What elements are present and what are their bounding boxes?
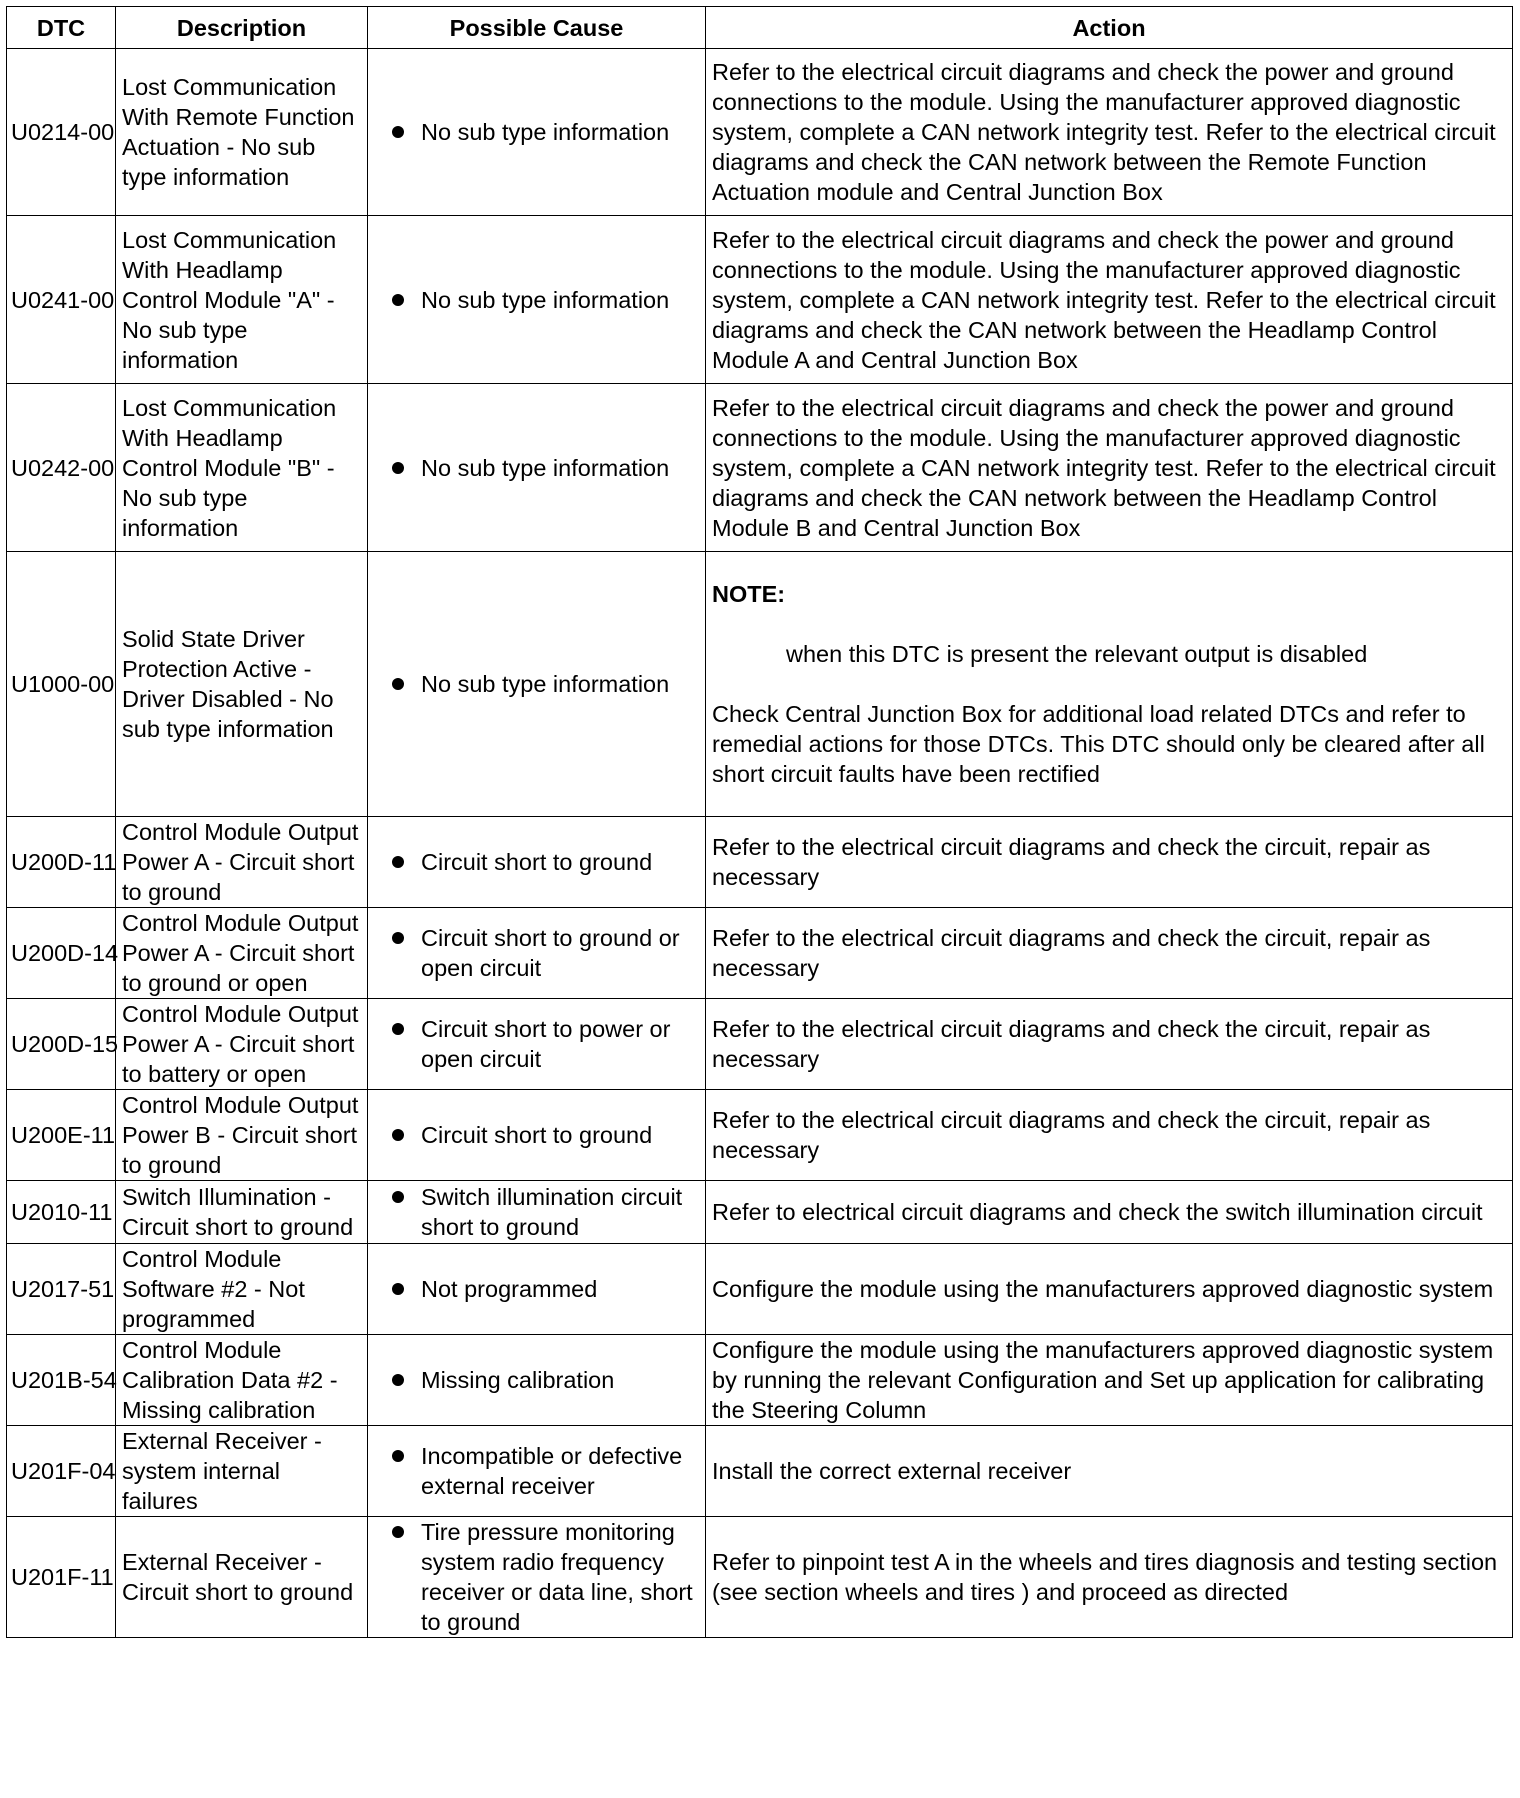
action-text: Refer to the electrical circuit diagrams and check the power and ground connections to the module. Using the manufacturer approved diagnostic system, complete a CAN network integrity test. Refer to the electrical circuit diagrams and check the CAN network between the Headlamp Control Module A and Central Junction Box xyxy=(706,216,1513,384)
possible-cause-item: Missing calibration xyxy=(388,1365,697,1395)
dtc-description: Solid State Driver Protection Active - Driver Disabled - No sub type information xyxy=(116,552,368,817)
possible-cause-item: Circuit short to ground xyxy=(388,1120,697,1150)
dtc-description: Control Module Software #2 - Not programmed xyxy=(116,1244,368,1335)
dtc-code: U0242-00 xyxy=(7,384,116,552)
dtc-code: U2017-51 xyxy=(7,1244,116,1335)
header-dtc: DTC xyxy=(7,7,116,49)
possible-cause-item: Circuit short to power or open circuit xyxy=(388,1014,697,1074)
possible-cause-cell xyxy=(368,1517,706,1638)
possible-cause-cell xyxy=(368,817,706,908)
possible-cause-item: No sub type information xyxy=(388,453,697,483)
dtc-description: Lost Communication With Headlamp Control Module "A" - No sub type information xyxy=(116,216,368,384)
dtc-description: Control Module Output Power A - Circuit short to ground xyxy=(116,817,368,908)
dtc-description: Lost Communication With Headlamp Control Module "B" - No sub type information xyxy=(116,384,368,552)
possible-cause-item: No sub type information xyxy=(388,285,697,315)
action-text: Refer to pinpoint test A in the wheels and tires diagnosis and testing section (see section wheels and tires ) and proceed as directed xyxy=(706,1517,1513,1638)
table-row xyxy=(7,552,1513,817)
possible-cause-cell xyxy=(368,1335,706,1426)
dtc-description: Lost Communication With Remote Function Actuation - No sub type information xyxy=(116,49,368,216)
table-row xyxy=(7,1181,1513,1244)
action-text: Refer to the electrical circuit diagrams and check the circuit, repair as necessary xyxy=(706,908,1513,999)
note-text: when this DTC is present the relevant output is disabled xyxy=(786,641,1368,667)
dtc-code: U2010-11 xyxy=(7,1181,116,1244)
header-row xyxy=(7,7,1513,49)
note-label: NOTE: xyxy=(712,581,786,607)
possible-cause-item: Circuit short to ground xyxy=(388,847,697,877)
possible-cause-cell xyxy=(368,49,706,216)
action-text: Refer to the electrical circuit diagrams and check the circuit, repair as necessary xyxy=(706,999,1513,1090)
dtc-description: Control Module Output Power A - Circuit short to ground or open xyxy=(116,908,368,999)
dtc-code: U201F-11 xyxy=(7,1517,116,1638)
possible-cause-item: No sub type information xyxy=(388,669,697,699)
dtc-code: U200E-11 xyxy=(7,1090,116,1181)
dtc-description: External Receiver - Circuit short to ground xyxy=(116,1517,368,1638)
possible-cause-item: Tire pressure monitoring system radio frequency receiver or data line, short to ground xyxy=(388,1517,697,1637)
action-text: Refer to the electrical circuit diagrams and check the circuit, repair as necessary xyxy=(706,817,1513,908)
table-row xyxy=(7,999,1513,1090)
table-row xyxy=(7,216,1513,384)
possible-cause-item: Switch illumination circuit short to ground xyxy=(388,1182,697,1242)
header-action: Action xyxy=(706,7,1513,49)
action-text: Configure the module using the manufacturers approved diagnostic system by running the relevant Configuration and Set up application for calibrating the Steering Column xyxy=(706,1335,1513,1426)
dtc-description: Switch Illumination - Circuit short to ground xyxy=(116,1181,368,1244)
dtc-description: Control Module Output Power A - Circuit short to battery or open xyxy=(116,999,368,1090)
possible-cause-cell xyxy=(368,999,706,1090)
action-text: Check Central Junction Box for additional load related DTCs and refer to remedial actions for those DTCs. This DTC should only be cleared after all short circuit faults have been rectified xyxy=(712,701,1485,787)
possible-cause-cell xyxy=(368,216,706,384)
dtc-code: U0241-00 xyxy=(7,216,116,384)
possible-cause-cell xyxy=(368,908,706,999)
possible-cause-item: Incompatible or defective external receiver xyxy=(388,1441,697,1501)
dtc-code: U200D-14 xyxy=(7,908,116,999)
dtc-code: U200D-15 xyxy=(7,999,116,1090)
header-possible-cause: Possible Cause xyxy=(368,7,706,49)
action-cell xyxy=(706,552,1513,817)
dtc-description: Control Module Calibration Data #2 - Missing calibration xyxy=(116,1335,368,1426)
table-row xyxy=(7,817,1513,908)
dtc-table xyxy=(6,6,1513,1638)
possible-cause-cell xyxy=(368,1426,706,1517)
table-row xyxy=(7,1090,1513,1181)
possible-cause-item: No sub type information xyxy=(388,117,697,147)
possible-cause-item: Circuit short to ground or open circuit xyxy=(388,923,697,983)
action-text: Refer to electrical circuit diagrams and check the switch illumination circuit xyxy=(706,1181,1513,1244)
table-row xyxy=(7,1426,1513,1517)
header-description: Description xyxy=(116,7,368,49)
possible-cause-cell xyxy=(368,1244,706,1335)
action-text: Refer to the electrical circuit diagrams and check the power and ground connections to the module. Using the manufacturer approved diagnostic system, complete a CAN network integrity test. Refer to the electrical circuit diagrams and check the CAN network between the Headlamp Control Module B and Central Junction Box xyxy=(706,384,1513,552)
possible-cause-cell xyxy=(368,1181,706,1244)
dtc-code: U200D-11 xyxy=(7,817,116,908)
action-text: Refer to the electrical circuit diagrams and check the circuit, repair as necessary xyxy=(706,1090,1513,1181)
table-row xyxy=(7,49,1513,216)
dtc-code: U201B-54 xyxy=(7,1335,116,1426)
action-text: Configure the module using the manufacturers approved diagnostic system xyxy=(706,1244,1513,1335)
table-row xyxy=(7,1244,1513,1335)
table-row xyxy=(7,384,1513,552)
dtc-code: U201F-04 xyxy=(7,1426,116,1517)
dtc-code: U1000-00 xyxy=(7,552,116,817)
dtc-description: Control Module Output Power B - Circuit short to ground xyxy=(116,1090,368,1181)
possible-cause-cell xyxy=(368,384,706,552)
possible-cause-cell xyxy=(368,552,706,817)
dtc-description: External Receiver - system internal failures xyxy=(116,1426,368,1517)
table-row xyxy=(7,1335,1513,1426)
dtc-code: U0214-00 xyxy=(7,49,116,216)
possible-cause-item: Not programmed xyxy=(388,1274,697,1304)
table-row xyxy=(7,908,1513,999)
possible-cause-cell xyxy=(368,1090,706,1181)
action-text: Refer to the electrical circuit diagrams and check the power and ground connections to the module. Using the manufacturer approved diagnostic system, complete a CAN network integrity test. Refer to the electrical circuit diagrams and check the CAN network between the Remote Function Actuation module and Central Junction Box xyxy=(706,49,1513,216)
table-row xyxy=(7,1517,1513,1638)
action-text: Install the correct external receiver xyxy=(706,1426,1513,1517)
